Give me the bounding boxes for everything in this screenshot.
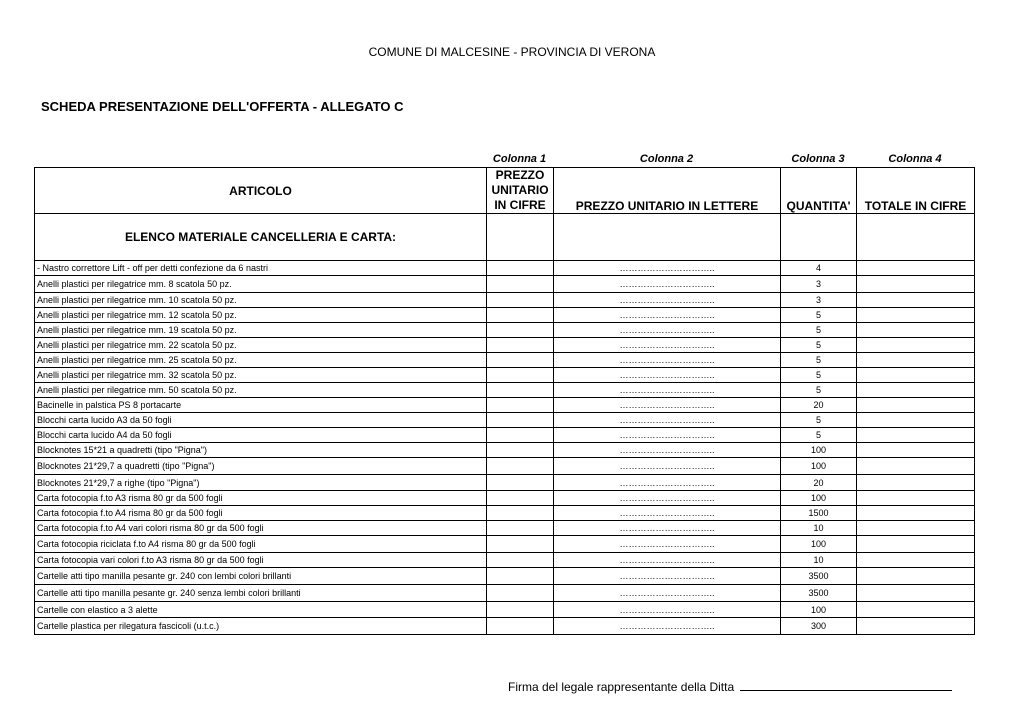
document-title: SCHEDA PRESENTAZIONE DELL'OFFERTA - ALLEGATO C [41,99,404,114]
prezzo-cifre-cell[interactable] [487,568,554,585]
header-prezzo-lettere: PREZZO UNITARIO IN LETTERE [554,168,781,214]
totale-cell[interactable] [857,536,975,553]
table-row [35,506,975,521]
totale-cell[interactable] [857,618,975,635]
prezzo-cifre-cell[interactable] [487,553,554,568]
articolo-cell: Anelli plastici per rilegatrice mm. 22 scatola 50 pz. [35,338,487,353]
totale-cell[interactable] [857,475,975,491]
section-cell-totale[interactable] [857,214,975,261]
prezzo-lettere-cell[interactable]: ………………………….. [554,602,781,618]
prezzo-cifre-cell[interactable] [487,353,554,368]
signature-label: Firma del legale rappresentante della Ditta [508,680,735,694]
totale-cell[interactable] [857,521,975,536]
table-row [35,413,975,428]
totale-cell[interactable] [857,428,975,443]
quantita-cell: 5 [781,338,857,353]
quantita-cell: 5 [781,413,857,428]
table-row [35,353,975,368]
articolo-cell: Carta fotocopia f.to A3 risma 80 gr da 500 fogli [35,491,487,506]
quantita-cell: 300 [781,618,857,635]
quantita-cell: 3 [781,293,857,308]
quantita-cell: 5 [781,353,857,368]
articolo-cell: Cartelle con elastico a 3 alette [35,602,487,618]
articolo-cell: Cartelle atti tipo manilla pesante gr. 240 con lembi colori brillanti [35,568,487,585]
table-row [35,428,975,443]
prezzo-lettere-cell[interactable]: ………………………….. [554,428,781,443]
prezzo-cifre-cell[interactable] [487,491,554,506]
totale-cell[interactable] [857,276,975,293]
header-prezzo-cifre-line1: PREZZO [495,168,545,182]
column-label-3: Colonna 3 [791,153,845,165]
prezzo-lettere-cell[interactable]: ………………………….. [554,353,781,368]
totale-cell[interactable] [857,261,975,276]
prezzo-cifre-cell[interactable] [487,308,554,323]
prezzo-lettere-cell[interactable]: ………………………….. [554,338,781,353]
table-row [35,368,975,383]
column-labels [0,153,1024,167]
table-row [35,338,975,353]
quantita-cell: 3500 [781,568,857,585]
quantita-cell: 5 [781,428,857,443]
prezzo-cifre-cell[interactable] [487,506,554,521]
articolo-cell: Anelli plastici per rilegatrice mm. 10 scatola 50 pz. [35,293,487,308]
prezzo-cifre-cell[interactable] [487,383,554,398]
articolo-cell: Anelli plastici per rilegatrice mm. 8 scatola 50 pz. [35,276,487,293]
table-row [35,553,975,568]
section-title: ELENCO MATERIALE CANCELLERIA E CARTA: [35,214,487,261]
prezzo-lettere-cell[interactable]: ………………………….. [554,458,781,475]
prezzo-cifre-cell[interactable] [487,428,554,443]
prezzo-lettere-cell[interactable]: ………………………….. [554,568,781,585]
prezzo-cifre-cell[interactable] [487,475,554,491]
header-prezzo-cifre-line2: UNITARIO [491,183,549,197]
articolo-cell: Carta fotocopia riciclata f.to A4 risma 80 gr da 500 fogli [35,536,487,553]
quantita-cell: 100 [781,458,857,475]
totale-cell[interactable] [857,383,975,398]
table-row [35,323,975,338]
articolo-cell: Anelli plastici per rilegatrice mm. 25 scatola 50 pz. [35,353,487,368]
quantita-cell: 5 [781,368,857,383]
prezzo-lettere-cell[interactable]: ………………………….. [554,261,781,276]
articolo-cell: Cartelle atti tipo manilla pesante gr. 240 senza lembi colori brillanti [35,585,487,602]
table-row [35,398,975,413]
quantita-cell: 5 [781,323,857,338]
table-row [35,443,975,458]
signature-block [508,680,952,694]
prezzo-lettere-cell[interactable]: ………………………….. [554,383,781,398]
column-label-1: Colonna 1 [492,153,547,165]
totale-cell[interactable] [857,602,975,618]
header-prezzo-cifre-line3: IN CIFRE [494,198,546,212]
quantita-cell: 3500 [781,585,857,602]
table-row [35,568,975,585]
prezzo-lettere-cell[interactable]: ………………………….. [554,398,781,413]
table-row [35,383,975,398]
prezzo-cifre-cell[interactable] [487,536,554,553]
table-row [35,458,975,475]
prezzo-lettere-cell[interactable]: ………………………….. [554,443,781,458]
page-header: COMUNE DI MALCESINE - PROVINCIA DI VERONA [368,45,656,59]
section-cell-prezzo-cifre[interactable] [487,214,554,261]
prezzo-lettere-cell[interactable]: ………………………….. [554,491,781,506]
header-totale: TOTALE IN CIFRE [857,168,975,214]
articolo-cell: Carta fotocopia vari colori f.to A3 risma 80 gr da 500 fogli [35,553,487,568]
prezzo-cifre-cell[interactable] [487,413,554,428]
totale-cell[interactable] [857,308,975,323]
quantita-cell: 3 [781,276,857,293]
quantita-cell: 100 [781,491,857,506]
quantita-cell: 100 [781,536,857,553]
prezzo-cifre-cell[interactable] [487,521,554,536]
signature-line[interactable] [740,680,952,691]
articolo-cell: Blocchi carta lucido A3 da 50 fogli [35,413,487,428]
totale-cell[interactable] [857,368,975,383]
table-row [35,261,975,276]
table-row [35,491,975,506]
articolo-cell: Blocknotes 21*29,7 a quadretti (tipo "Pigna") [35,458,487,475]
prezzo-lettere-cell[interactable]: ………………………….. [554,475,781,491]
table-row [35,618,975,635]
header-prezzo-cifre [487,168,554,214]
totale-cell[interactable] [857,398,975,413]
quantita-cell: 100 [781,602,857,618]
prezzo-lettere-cell[interactable]: ………………………….. [554,368,781,383]
prezzo-cifre-cell[interactable] [487,398,554,413]
articolo-cell: Carta fotocopia f.to A4 risma 80 gr da 500 fogli [35,506,487,521]
articolo-cell: Blocknotes 21*29,7 a righe (tipo "Pigna") [35,475,487,491]
quantita-cell: 5 [781,383,857,398]
quantita-cell: 20 [781,398,857,413]
offer-table [34,167,975,635]
totale-cell[interactable] [857,293,975,308]
header-articolo: ARTICOLO [35,168,487,214]
prezzo-cifre-cell[interactable] [487,458,554,475]
totale-cell[interactable] [857,443,975,458]
prezzo-lettere-cell[interactable]: ………………………….. [554,521,781,536]
totale-cell[interactable] [857,553,975,568]
prezzo-cifre-cell[interactable] [487,293,554,308]
prezzo-cifre-cell[interactable] [487,602,554,618]
totale-cell[interactable] [857,585,975,602]
section-cell-quantita [781,214,857,261]
totale-cell[interactable] [857,353,975,368]
quantita-cell: 1500 [781,506,857,521]
totale-cell[interactable] [857,506,975,521]
prezzo-cifre-cell[interactable] [487,585,554,602]
articolo-cell: Cartelle plastica per rilegatura fascicoli (u.t.c.) [35,618,487,635]
prezzo-lettere-cell[interactable]: ………………………….. [554,553,781,568]
prezzo-lettere-cell[interactable]: ………………………….. [554,276,781,293]
prezzo-cifre-cell[interactable] [487,618,554,635]
quantita-cell: 10 [781,553,857,568]
section-cell-prezzo-lettere[interactable] [554,214,781,261]
articolo-cell: Anelli plastici per rilegatrice mm. 12 scatola 50 pz. [35,308,487,323]
header-quantita: QUANTITA' [781,168,857,214]
prezzo-lettere-cell[interactable]: ………………………….. [554,536,781,553]
prezzo-cifre-cell[interactable] [487,368,554,383]
quantita-cell: 100 [781,443,857,458]
totale-cell[interactable] [857,568,975,585]
table-row [35,536,975,553]
articolo-cell: Bacinelle in palstica PS 8 portacarte [35,398,487,413]
totale-cell[interactable] [857,413,975,428]
prezzo-cifre-cell[interactable] [487,443,554,458]
table-row [35,602,975,618]
articolo-cell: - Nastro correttore Lift - off per detti confezione da 6 nastri [35,261,487,276]
totale-cell[interactable] [857,338,975,353]
quantita-cell: 4 [781,261,857,276]
prezzo-cifre-cell[interactable] [487,323,554,338]
totale-cell[interactable] [857,458,975,475]
prezzo-lettere-cell[interactable]: ………………………….. [554,618,781,635]
column-label-2: Colonna 2 [639,153,694,165]
prezzo-cifre-cell[interactable] [487,338,554,353]
totale-cell[interactable] [857,323,975,338]
articolo-cell: Blocchi carta lucido A4 da 50 fogli [35,428,487,443]
column-label-4: Colonna 4 [888,153,942,165]
table-row [35,521,975,536]
prezzo-lettere-cell[interactable]: ………………………….. [554,323,781,338]
articolo-cell: Carta fotocopia f.to A4 vari colori risma 80 gr da 500 fogli [35,521,487,536]
prezzo-lettere-cell[interactable]: ………………………….. [554,585,781,602]
prezzo-lettere-cell[interactable]: ………………………….. [554,413,781,428]
prezzo-lettere-cell[interactable]: ………………………….. [554,308,781,323]
prezzo-cifre-cell[interactable] [487,261,554,276]
table-row [35,293,975,308]
table-header-row [35,168,975,214]
prezzo-lettere-cell[interactable]: ………………………….. [554,506,781,521]
prezzo-cifre-cell[interactable] [487,276,554,293]
prezzo-lettere-cell[interactable]: ………………………….. [554,293,781,308]
quantita-cell: 10 [781,521,857,536]
table-row [35,475,975,491]
table-row [35,308,975,323]
section-row [35,214,975,261]
table-row [35,276,975,293]
articolo-cell: Anelli plastici per rilegatrice mm. 19 scatola 50 pz. [35,323,487,338]
articolo-cell: Blocknotes 15*21 a quadretti (tipo "Pigna") [35,443,487,458]
articolo-cell: Anelli plastici per rilegatrice mm. 50 scatola 50 pz. [35,383,487,398]
articolo-cell: Anelli plastici per rilegatrice mm. 32 scatola 50 pz. [35,368,487,383]
quantita-cell: 20 [781,475,857,491]
totale-cell[interactable] [857,491,975,506]
quantita-cell: 5 [781,308,857,323]
table-row [35,585,975,602]
